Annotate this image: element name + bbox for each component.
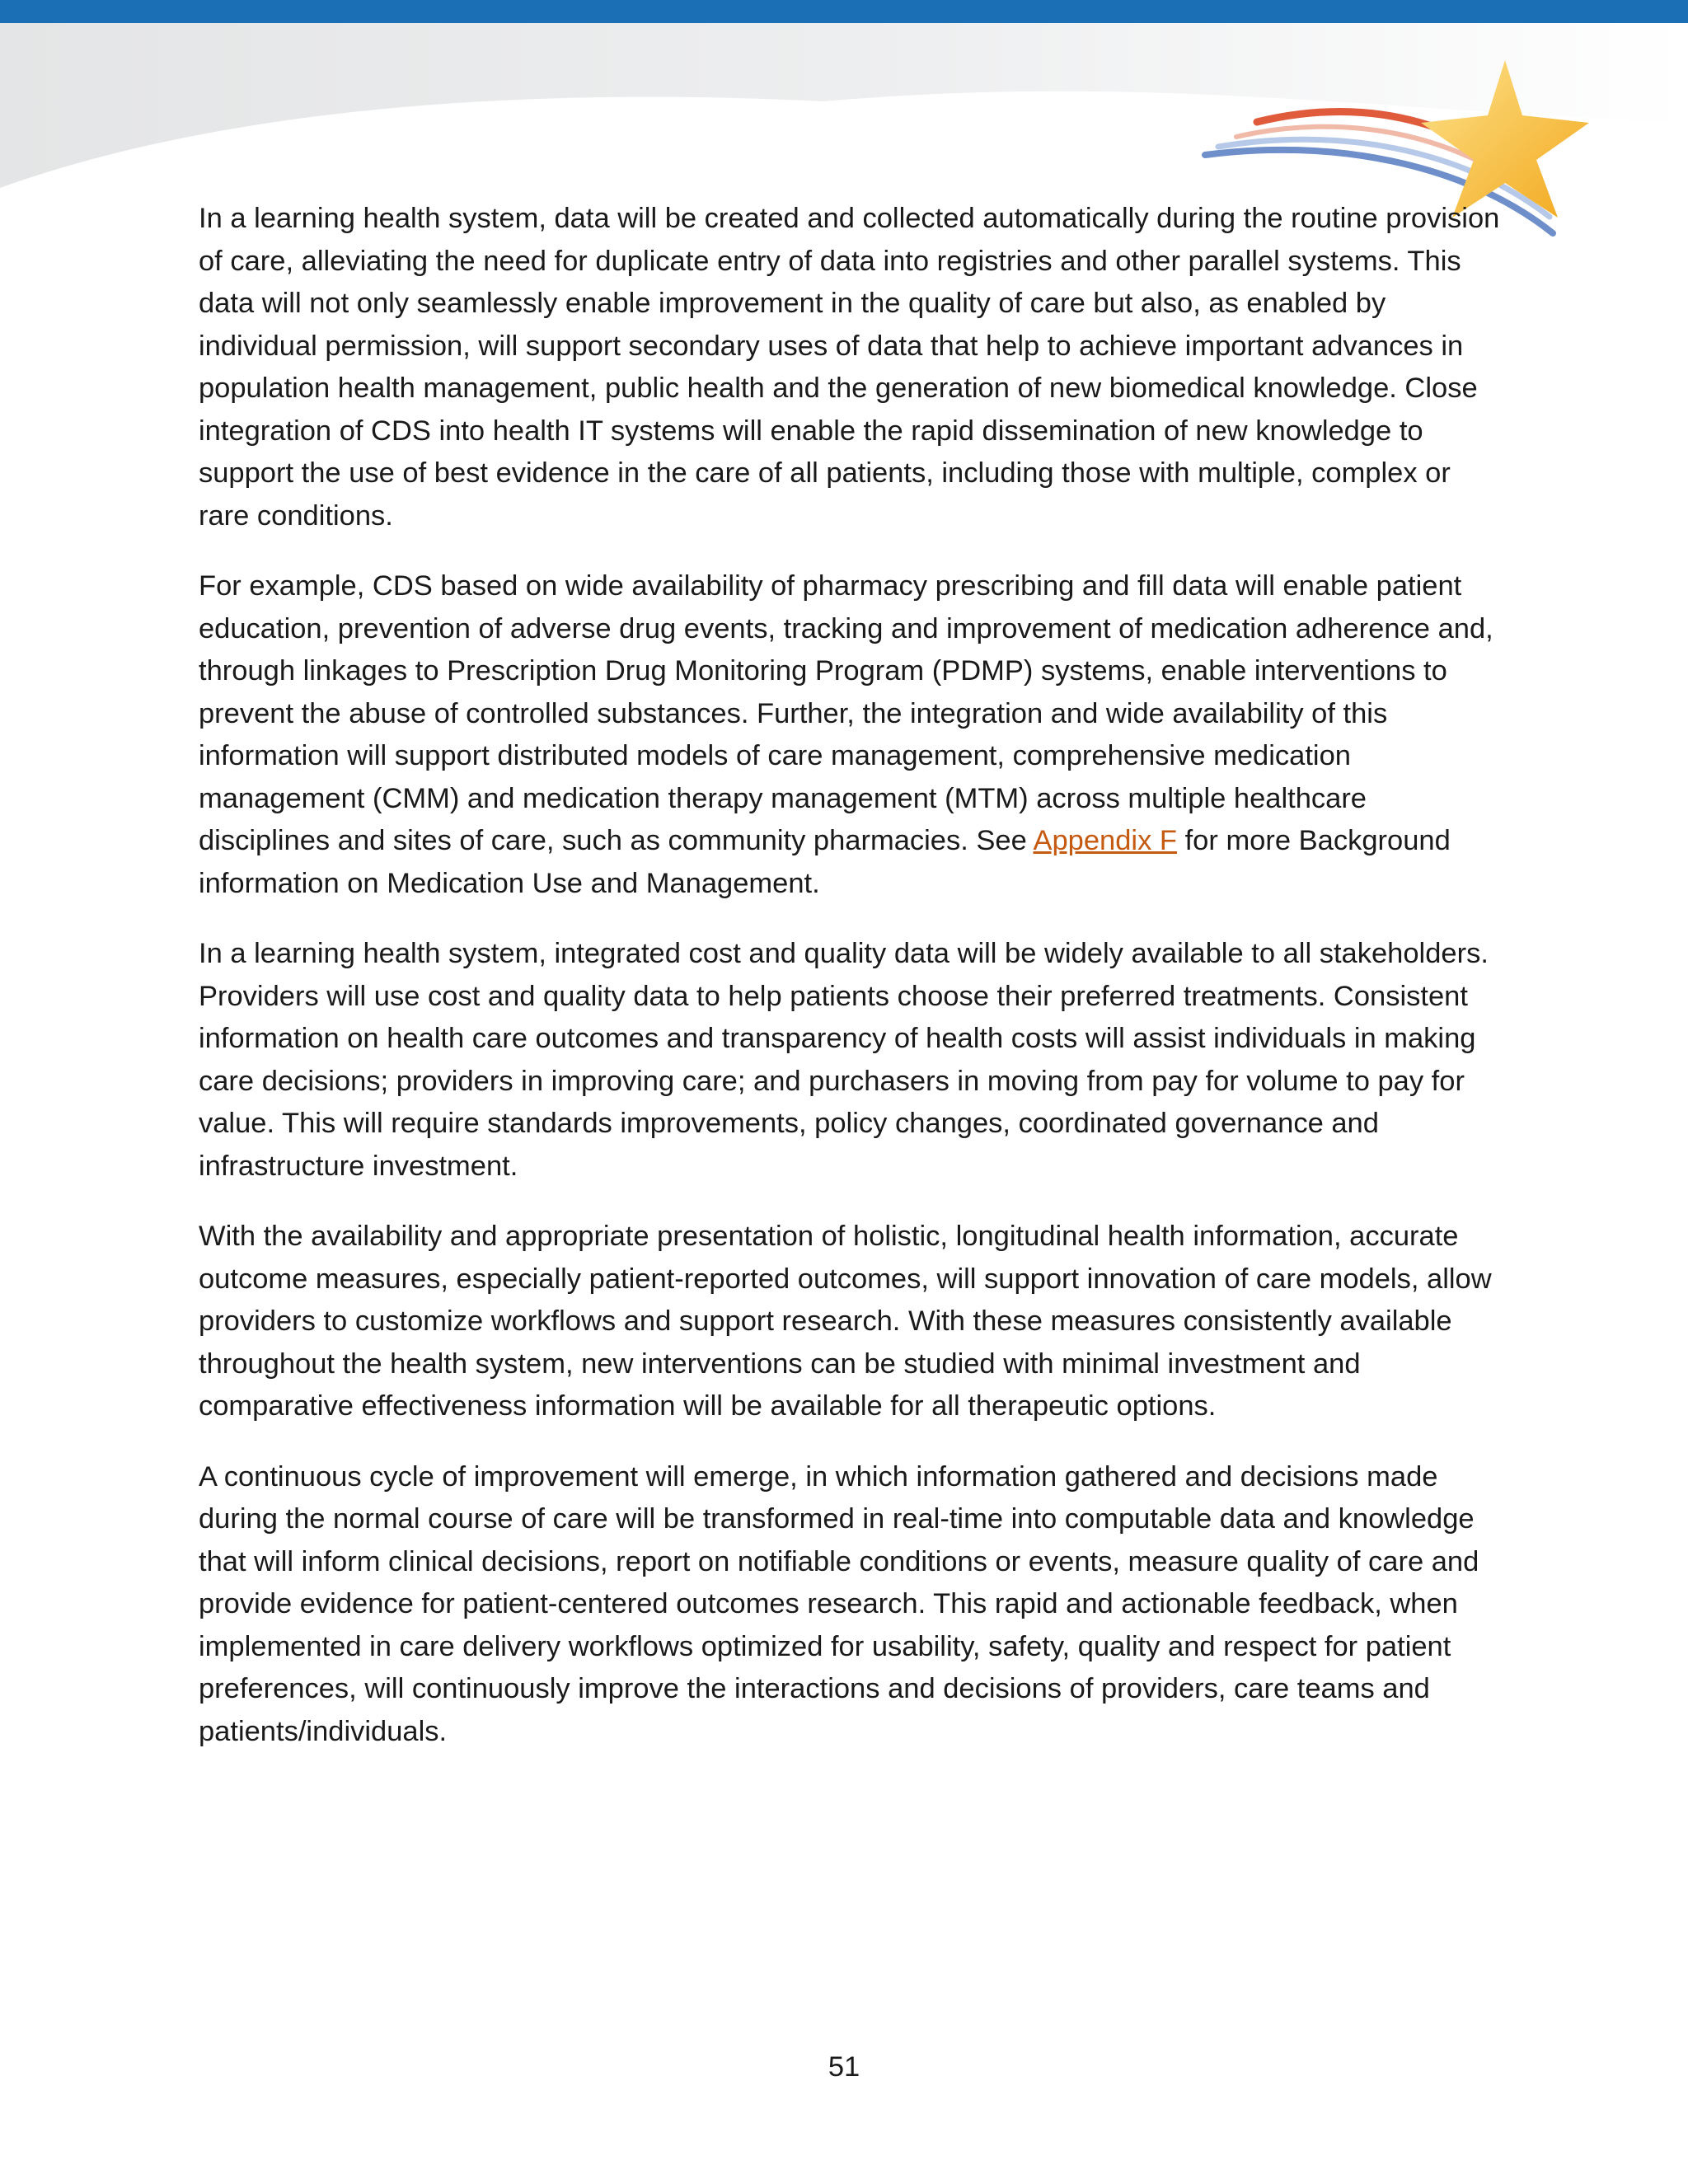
appendix-f-link[interactable]: Appendix F [1033, 825, 1178, 856]
page-number: 51 [828, 2051, 860, 2083]
paragraph-pharmacy-cds [199, 565, 1501, 905]
paragraph-cost-quality: In a learning health system, integrated cost and quality data will be widely available to all stakeholders. Providers will use cost and quality data to help patients choose their preferred treatments. Consistent information on health care outcomes and transparency of health costs will assist individuals in making care decisions; providers in improving care; and purchasers in moving from pay for volume to pay for value. This will require standards improvements, policy changes, coordinated governance and infrastructure investment. [199, 938, 1489, 1182]
paragraph-pharmacy-text-end: for more Background information on Medication Use and Management. [199, 825, 1451, 899]
paragraph-outcome-measures: With the availability and appropriate presentation of holistic, longitudinal health information, accurate outcome measures, especially patient-reported outcomes, will support innovation of care models, allow providers to customize workflows and support research. With these measures consistently available throughout the health system, new interventions can be studied with minimal investment and comparative effectiveness information will be available for all therapeutic options. [199, 1221, 1492, 1422]
paragraph-learning-health-data: In a learning health system, data will be created and collected automatically during the routine provision of care, alleviating the need for duplicate entry of data into registries and other parallel systems. This data will not only seamlessly enable improvement in the quality of care but also, as enabled by individual permission, will support secondary uses of data that help to achieve important advances in population health management, public health and the generation of new biomedical knowledge. Close integration of CDS into health IT systems will enable the rapid dissemination of new knowledge to support the use of best evidence in the care of all patients, including those with multiple, complex or rare conditions. [199, 203, 1500, 532]
document-body [199, 198, 1501, 1781]
paragraph-pharmacy-text: For example, CDS based on wide availability of pharmacy prescribing and fill data will enable patient education, prevention of adverse drug events, tracking and improvement of medication adherence and, through linkages to Prescription Drug Monitoring Program (PDMP) systems, enable interventions to prevent the abuse of controlled substances. Further, the integration and wide availability of this information will support distributed models of care management, comprehensive medication management (CMM) and medication therapy management (MTM) across multiple healthcare disciplines and sites of care, such as community pharmacies. See [199, 570, 1493, 856]
header-band [0, 0, 1688, 23]
grey-wave [0, 23, 1688, 188]
paragraph-improvement-cycle: A continuous cycle of improvement will emerge, in which information gathered and decisions made during the normal course of care will be transformed in real-time into computable data and knowledge that will inform clinical decisions, report on notifiable conditions or events, measure quality of care and provide evidence for patient-centered outcomes research. This rapid and actionable feedback, when implemented in care delivery workflows optimized for usability, safety, quality and respect for patient preferences, will continuously improve the interactions and decisions of providers, care teams and patients/individuals. [199, 1460, 1479, 1747]
